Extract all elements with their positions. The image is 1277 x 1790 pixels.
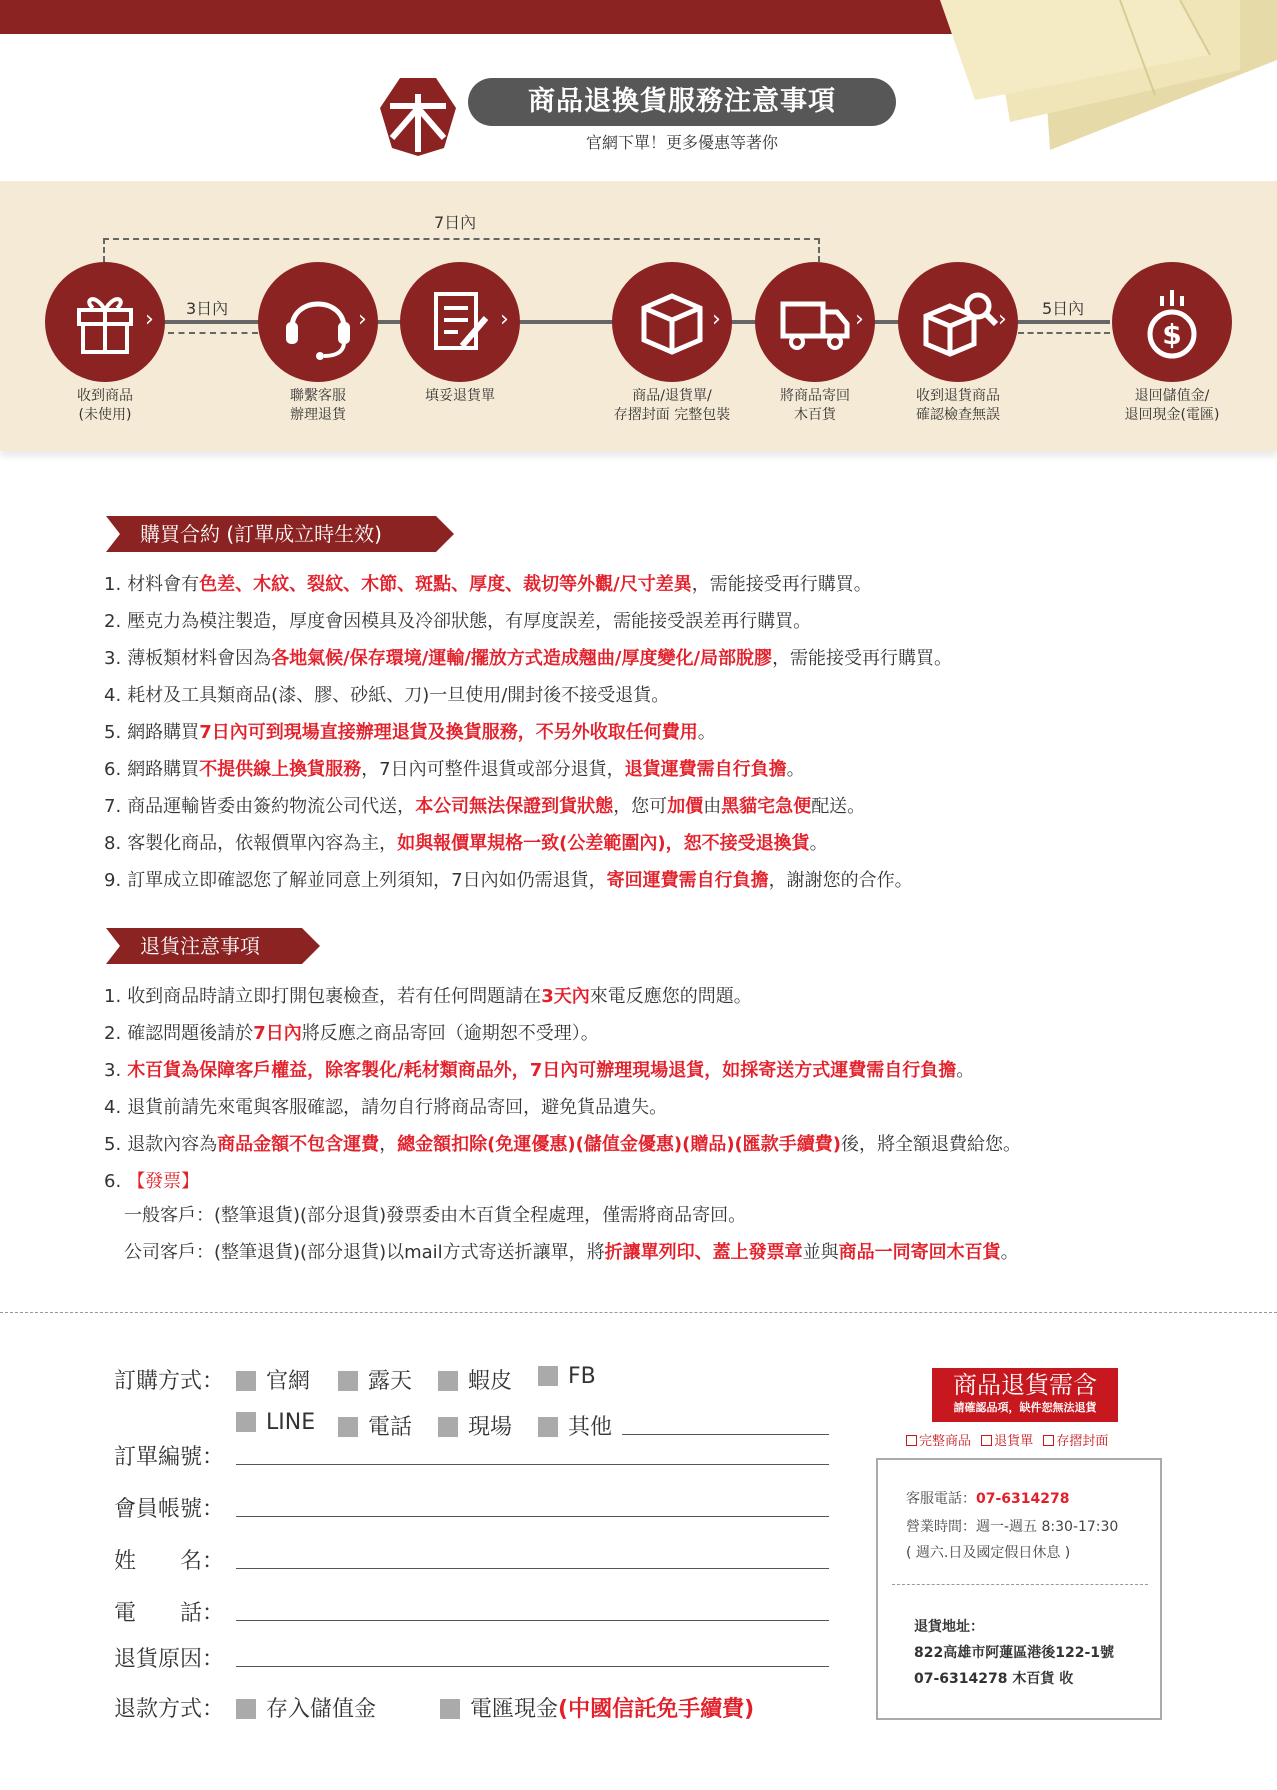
step-label: 填妥退貨單 — [425, 388, 495, 404]
rule-item: 1. 材料會有色差、木紋、裂紋、木節、斑點、厚度、裁切等外觀/尺寸差異，需能接受再行購買。 — [104, 574, 872, 595]
rule-item: 5. 退款內容為商品金額不包含運費，總金額扣除(免運優惠)(儲值金優惠)(贈品)(匯款手續費)後，將全額退費給您。 — [104, 1134, 1021, 1155]
rule-item: 1. 收到商品時請立即打開包裹檢查，若有任何問題請在3天內來電反應您的問題。 — [104, 986, 752, 1007]
seven-days-label: 7日內 — [434, 213, 477, 232]
holiday-note: ( 週六.日及國定假日休息 ) — [906, 1545, 1071, 1561]
option-phone[interactable]: 電話 — [338, 1410, 412, 1441]
order-method-label: 訂購方式： — [114, 1369, 225, 1394]
step-receive-goods: › — [45, 262, 165, 382]
return-address: 822高雄市阿蓮區港後122-1號 — [914, 1645, 1114, 1661]
checkbox[interactable] — [338, 1417, 358, 1437]
option-website[interactable]: 官網 — [236, 1364, 310, 1395]
refund-option-credit[interactable]: 存入儲值金 — [236, 1692, 376, 1723]
checkbox[interactable] — [236, 1699, 256, 1719]
checkbox[interactable] — [538, 1366, 558, 1386]
section-header-contract: 購買合約 (訂單成立時生效) — [106, 516, 436, 552]
member-account-field[interactable] — [236, 1516, 829, 1517]
money-bag-icon — [1112, 262, 1232, 382]
wood-boards-decoration — [920, 0, 1277, 160]
rule-item: 6. 網路購買不提供線上換貨服務，7日內可整件退貨或部分退貨，退貨運費需自行負擔。 — [104, 759, 805, 780]
page-title: 商品退換貨服務注意事項 — [468, 78, 896, 126]
checkbox-icon — [981, 1435, 992, 1446]
return-reason-field[interactable] — [236, 1666, 829, 1667]
phone-label: 電 話： — [114, 1601, 225, 1626]
required-items: 完整商品 退貨單 存摺封面 — [906, 1430, 1146, 1449]
form-separator — [0, 1312, 1277, 1313]
rule-item: 2. 壓克力為模注製造，厚度會因模具及冷卻狀態，有厚度誤差，需能接受誤差再行購買。 — [104, 611, 812, 632]
five-days-label: 5日內 — [1042, 299, 1085, 318]
checkbox[interactable] — [236, 1371, 256, 1391]
step-label: 將商品寄回 木百貨 — [780, 388, 850, 423]
rule-item: 3. 木百貨為保障客戶權益，除客製化/耗材類商品外，7日內可辦理現場退貨，如採寄送方式運費需自行負擔。 — [104, 1060, 975, 1081]
step-ship-back: › — [755, 262, 875, 382]
return-notes-list — [104, 978, 1021, 1200]
step-label: 商品/退貨單/ 存摺封面 完整包裝 — [613, 388, 731, 423]
option-fb[interactable]: FB — [538, 1364, 596, 1389]
rule-item: 一般客戶：(整筆退貨)(部分退貨)發票委由木百貨全程處理，僅需將商品寄回。 — [124, 1205, 747, 1226]
option-onsite[interactable]: 現場 — [438, 1410, 512, 1441]
rule-item: 2. 確認問題後請於7日內將反應之商品寄回（逾期恕不受理）。 — [104, 1023, 599, 1044]
order-number-label: 訂單編號： — [114, 1445, 225, 1470]
checkbox[interactable] — [236, 1412, 256, 1432]
name-label: 姓 名： — [114, 1549, 225, 1574]
rule-item: 7. 商品運輸皆委由簽約物流公司代送，本公司無法保證到貨狀態，您可加價由黑貓宅急便配送。 — [104, 796, 866, 817]
step-package: › — [612, 262, 732, 382]
return-requirements-header: 商品退貨需含 請確認品項，缺件恕無法退貨 — [932, 1368, 1118, 1422]
refund-option-wire[interactable]: 電匯現金(中國信託免手續費) — [440, 1692, 754, 1723]
step-label: 退回儲值金/ 退回現金(電匯) — [1124, 388, 1220, 423]
checkbox[interactable] — [440, 1699, 460, 1719]
option-ruten[interactable]: 露天 — [338, 1364, 412, 1395]
brand-logo — [378, 76, 458, 156]
business-hours: 營業時間：週一-週五 8:30-17:30 — [906, 1519, 1119, 1535]
rule-item: 4. 退貨前請先來電與客服確認，請勿自行將商品寄回，避免貨品遺失。 — [104, 1097, 668, 1118]
return-recipient: 07-6314278 木百貨 收 — [914, 1671, 1074, 1687]
section-header-return: 退貨注意事項 — [106, 928, 302, 964]
option-line[interactable]: LINE — [236, 1410, 315, 1435]
other-input-line[interactable] — [622, 1434, 829, 1435]
refund-method-label: 退款方式： — [114, 1697, 225, 1722]
svg-text:$: $ — [1162, 318, 1182, 351]
step-label: 收到商品 (未使用) — [77, 388, 133, 423]
option-shopee[interactable]: 蝦皮 — [438, 1364, 512, 1395]
seven-day-bracket — [103, 238, 820, 240]
checkbox[interactable] — [438, 1417, 458, 1437]
option-other[interactable]: 其他 — [538, 1410, 612, 1441]
rule-item: 6. 【發票】 — [104, 1171, 200, 1192]
return-reason-label: 退貨原因： — [114, 1647, 225, 1672]
checkbox-icon — [1043, 1435, 1054, 1446]
step-inspect: › — [898, 262, 1018, 382]
service-phone: 客服電話：07-6314278 — [906, 1491, 1070, 1507]
step-label: 聯繫客服 辦理退貨 — [290, 388, 346, 423]
checkbox[interactable] — [338, 1371, 358, 1391]
rule-item: 4. 耗材及工具類商品(漆、膠、砂紙、刀)一旦使用/開封後不接受退貨。 — [104, 685, 670, 706]
checkbox-icon — [906, 1435, 917, 1446]
order-number-field[interactable] — [236, 1464, 829, 1465]
rule-item: 9. 訂單成立即確認您了解並同意上列須知，7日內如仍需退貨，寄回運費需自行負擔，謝謝您的合作。 — [104, 870, 913, 891]
rule-item: 8. 客製化商品，依報價單內容為主，如與報價單規格一致(公差範圍內)，恕不接受退換貨。 — [104, 833, 828, 854]
page-subtitle: 官網下單！更多優惠等著你 — [585, 133, 778, 152]
rule-item: 3. 薄板類材料會因為各地氣候/保存環境/運輸/擺放方式造成翹曲/厚度變化/局部脫膠，需能接受再行購買。 — [104, 648, 953, 669]
phone-field[interactable] — [236, 1620, 829, 1621]
rule-item: 公司客戶：(整筆退貨)(部分退貨)以mail方式寄送折讓單，將折讓單列印、蓋上發票章並與商品一同寄回木百貨。 — [124, 1242, 1019, 1263]
member-account-label: 會員帳號： — [114, 1497, 225, 1522]
step-fill-form: › — [400, 262, 520, 382]
checkbox[interactable] — [538, 1417, 558, 1437]
invoice-lines — [124, 1197, 1019, 1271]
rule-item: 5. 網路購買7日內可到現場直接辦理退貨及換貨服務，不另外收取任何費用。 — [104, 722, 716, 743]
contract-rules-list — [104, 566, 952, 899]
step-contact-service: › — [258, 262, 378, 382]
three-days-label: 3日內 — [186, 299, 229, 318]
step-label: 收到退貨商品 確認檢查無誤 — [916, 388, 1000, 423]
name-field[interactable] — [236, 1568, 829, 1569]
step-refund — [1112, 262, 1232, 382]
return-address-label: 退貨地址： — [914, 1619, 984, 1635]
checkbox[interactable] — [438, 1371, 458, 1391]
